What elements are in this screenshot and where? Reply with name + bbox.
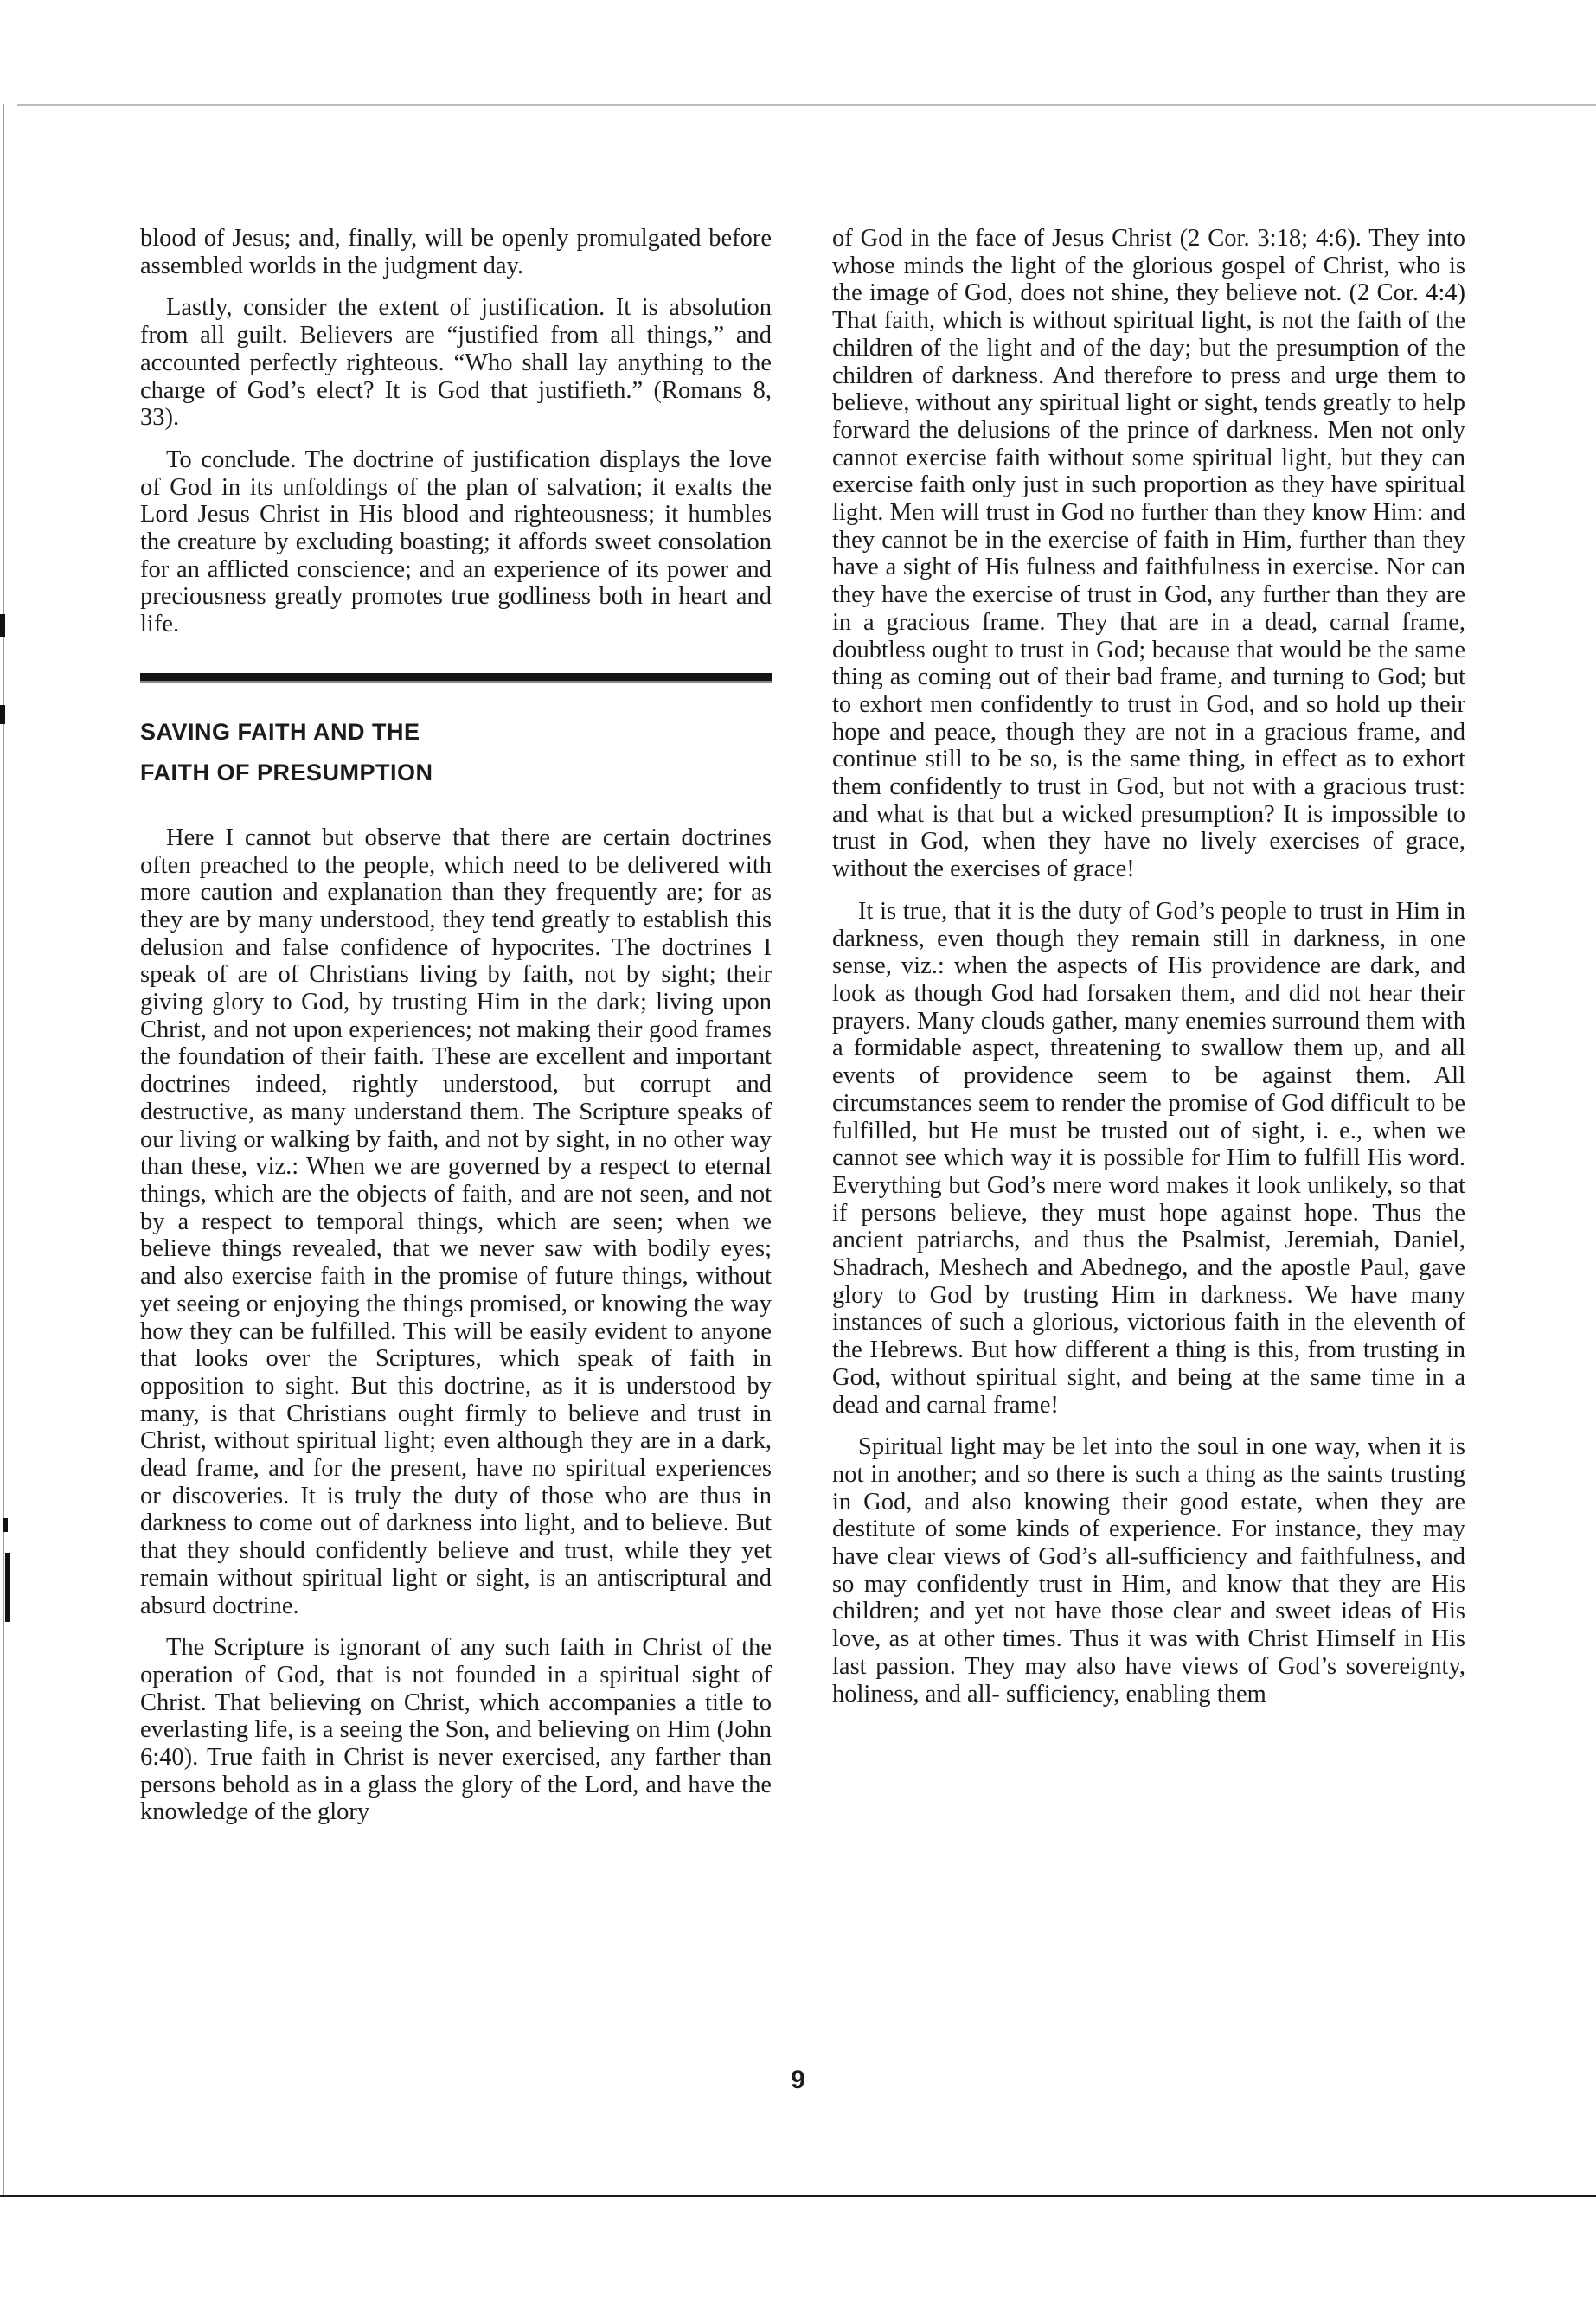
paragraph: It is true, that it is the duty of God’s people to trust in Him in darkness, even though they remain still in darkness, in one sense, viz.: when the aspects of His providence are dark, and look as though God had forsaken them, and did not hear their prayers. Many clouds gather, many enemies surround them with a formidable aspect, threatening to swallow them up, and all events of providence seem to be against them. All circumstances seem to render the promise of God difficult to be fulfilled, but He must be trusted out of sight, i. e., when we cannot see which way it is possible for Him to fulfill His word. Everything but God’s mere word makes it look unlikely, so that if persons believe, they must hope against hope. Thus the ancient patriarchs, and thus the Psalmist, Jeremiah, Daniel, Shadrach, Meshech and Abednego, and the apostle Paul, gave glory to God by trusting Him in darkness. We have many instances of such a glorious, victorious faith in the eleventh of the Hebrews. But how different a thing is this, from trusting in God, without spiritual sight, and being at the same time in a dead and carnal frame! [832,897,1465,1419]
paragraph: Lastly, consider the extent of justification. It is absolution from all guilt. Believers are “justified from all things,” and accounted perfectly righteous. “Who shall lay anything to the charge of God’s elect? It is God that justifieth.” (Romans 8, 33). [140,294,772,432]
scan-mark [3,1518,8,1532]
scan-mark [0,614,5,637]
page-number: 9 [791,2066,805,2094]
scan-mark [0,705,5,724]
section-heading-line: FAITH OF PRESUMPTION [140,759,433,785]
section-heading [140,712,772,793]
paragraph: Here I cannot but observe that there are certain doctrines often preached to the people, which need to be delivered with more caution and explanation than they frequently are; for as they are by many understood, they tend greatly to establish this delusion and false confidence of hypocrites. The doctrines I speak of are of Christians living by faith, not by sight; their giving glory to God, by trusting Him in the dark; living upon Christ, and not upon experiences; not making their good frames the foundation of their faith. These are excellent and important doctrines indeed, rightly understood, but corrupt and destructive, as many understand them. The Scripture speaks of our living or walking by faith, and not by sight, in no other way than these, viz.: When we are governed by a respect to eternal things, which are the objects of faith, and are not seen, and not by a respect to temporal things, which are seen; when we believe things revealed, that we never saw with bodily eyes; and also exercise faith in the promise of future things, without yet seeing or enjoying the things promised, or knowing the way how they can be fulfilled. This will be easily evident to anyone that looks over the Scriptures, which speak of faith in opposition to sight. But this doctrine, as it is understood by many, is that Christians ought firmly to believe and trust in Christ, without spiritual light; even although they are in a dark, dead frame, and for the present, have no spiritual experiences or discoveries. It is truly the duty of those who are thus in darkness to come out of darkness into light, and to believe. But that they should confidently believe and trust, while they yet remain without spiritual light or sight, is an antiscriptural and absurd doctrine. [140,824,772,1619]
right-column [832,225,1465,1722]
section-divider [140,673,772,683]
scan-top-edge [17,104,1596,106]
scan-mark [5,1553,10,1622]
section-heading-line: SAVING FAITH AND THE [140,718,420,745]
paragraph: The Scripture is ignorant of any such faith in Christ of the operation of God, that is not founded in a spiritual sight of Christ. That believing on Christ, which accompanies a title to everlasting life, is a seeing the Son, and believing on Him (John 6:40). True faith in Christ is never exercised, any farther than persons behold as in a glass the glory of the Lord, and have the knowledge of the glory [140,1634,772,1826]
paragraph: To conclude. The doctrine of justification displays the love of God in its unfoldings of the plan of salvation; it exalts the Lord Jesus Christ in His blood and righteousness; it humbles the creature by excluding boasting; it affords sweet consolation for an afflicted conscience; and an experience of its power and preciousness greatly promotes true godliness both in heart and life. [140,445,772,638]
left-column [140,225,772,1841]
scan-bottom-edge [0,2195,1596,2197]
scan-left-edge [3,104,4,2197]
paragraph: blood of Jesus; and, finally, will be openly promulgated before assembled worlds in the judgment day. [140,225,772,279]
paragraph: Spiritual light may be let into the soul in one way, when it is not in another; and so there is such a thing as the saints trusting in God, and also knowing their good estate, when they are destitute of some kinds of experience. For instance, they may have clear views of God’s all-sufficiency and faithfulness, and so may confidently trust in Him, and know that they are His children; and yet not have those clear and sweet ideas of His love, as at other times. Thus it was with Christ Himself in His last passion. They may also have views of God’s sovereignty, holiness, and all- sufficiency, enabling them [832,1433,1465,1708]
paragraph: of God in the face of Jesus Christ (2 Cor. 3:18; 4:6). They into whose minds the light of the glorious gospel of Christ, who is the image of God, does not shine, they believe not. (2 Cor. 4:4) That faith, which is without spiritual light, is not the faith of the children of the light and of the day; but the presumption of the children of darkness. And therefore to press and urge them to believe, without any spiritual light or sight, tends greatly to help forward the delusions of the prince of darkness. Men not only cannot exercise faith without some spiritual light, but they can exercise faith only just in such proportion as they have spiritual light. Men will trust in God no further than they know Him: and they cannot be in the exercise of faith in Him, further than they have a sight of His fulness and faithfulness in exercise. Nor can they have the exercise of trust in God, any further than they are in a gracious frame. They that are in a dead, carnal frame, doubtless ought to trust in God; because that would be the same thing as coming out of their bad frame, and turning to God; but to exhort men confidently to trust in God, and so hold up their hope and peace, though they are not in a gracious frame, and continue still to be so, is the same thing, in effect as to exhort them confidently to trust in God, but not with a gracious trust: and what is that but a wicked presumption? It is impossible to trust in God, when they have no lively exercises of grace, without the exercises of grace! [832,225,1465,883]
